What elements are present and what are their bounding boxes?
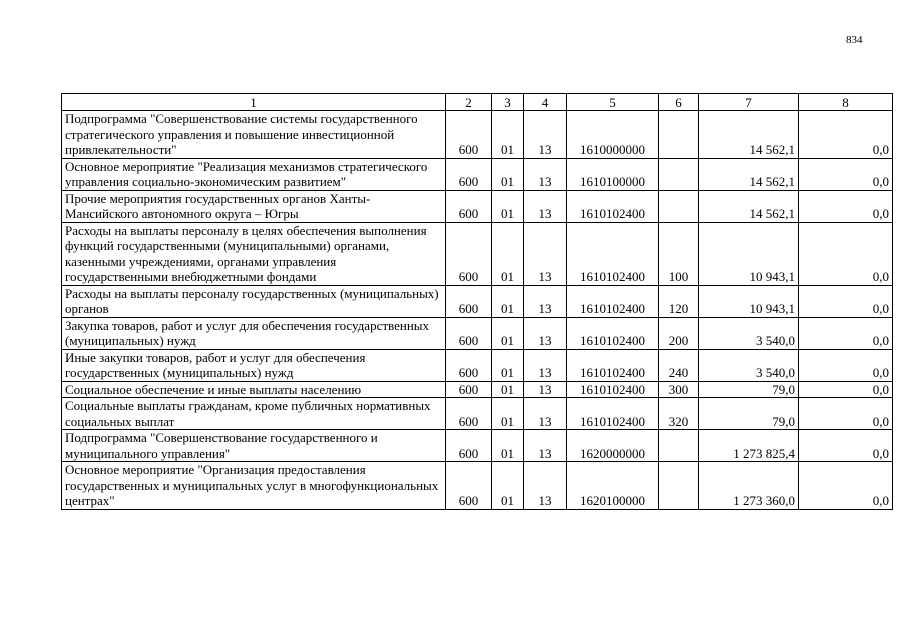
ministry-code-cell: 600	[446, 317, 492, 349]
ministry-code-cell: 600	[446, 398, 492, 430]
row-name-cell: Основное мероприятие "Организация предоставления государственных и муниципальных услуг в многофункциональных центрах"	[62, 462, 446, 510]
row-name-cell: Расходы на выплаты персоналу в целях обеспечения выполнения функций государственными (муниципальными) органами, казенными учреждениями, органами управления государственными внебюджетными фондами	[62, 222, 446, 285]
amount-cell: 3 540,0	[699, 317, 799, 349]
subsection-cell: 13	[524, 111, 567, 159]
ministry-code-cell: 600	[446, 462, 492, 510]
table-row	[62, 398, 893, 430]
section-cell: 01	[492, 462, 524, 510]
row-name-cell: Иные закупки товаров, работ и услуг для обеспечения государственных (муниципальных) нужд	[62, 349, 446, 381]
amount-2-cell: 0,0	[799, 222, 893, 285]
row-name-cell: Социальное обеспечение и иные выплаты населению	[62, 381, 446, 398]
amount-cell: 79,0	[699, 381, 799, 398]
amount-cell: 10 943,1	[699, 222, 799, 285]
target-code-cell: 1620000000	[567, 430, 659, 462]
expense-type-cell	[659, 158, 699, 190]
section-cell: 01	[492, 349, 524, 381]
amount-cell: 14 562,1	[699, 158, 799, 190]
table-row	[62, 158, 893, 190]
expense-type-cell: 240	[659, 349, 699, 381]
expense-type-cell: 320	[659, 398, 699, 430]
expense-type-cell	[659, 462, 699, 510]
header-col-6: 6	[659, 94, 699, 111]
row-name-cell: Подпрограмма "Совершенствование системы государственного стратегического управления и повышение инвестиционной привлекательности"	[62, 111, 446, 159]
table-row	[62, 381, 893, 398]
header-col-8: 8	[799, 94, 893, 111]
section-cell: 01	[492, 158, 524, 190]
subsection-cell: 13	[524, 190, 567, 222]
header-col-3: 3	[492, 94, 524, 111]
amount-2-cell: 0,0	[799, 111, 893, 159]
section-cell: 01	[492, 285, 524, 317]
amount-2-cell: 0,0	[799, 190, 893, 222]
budget-table	[61, 93, 893, 510]
table-row	[62, 462, 893, 510]
row-name-cell: Расходы на выплаты персоналу государственных (муниципальных) органов	[62, 285, 446, 317]
ministry-code-cell: 600	[446, 111, 492, 159]
amount-cell: 79,0	[699, 398, 799, 430]
target-code-cell: 1610100000	[567, 158, 659, 190]
row-name-cell: Закупка товаров, работ и услуг для обеспечения государственных (муниципальных) нужд	[62, 317, 446, 349]
subsection-cell: 13	[524, 398, 567, 430]
table-row	[62, 190, 893, 222]
header-col-7: 7	[699, 94, 799, 111]
section-cell: 01	[492, 398, 524, 430]
expense-type-cell	[659, 111, 699, 159]
table-row	[62, 317, 893, 349]
header-col-2: 2	[446, 94, 492, 111]
subsection-cell: 13	[524, 222, 567, 285]
row-name-cell: Социальные выплаты гражданам, кроме публичных нормативных социальных выплат	[62, 398, 446, 430]
target-code-cell: 1610102400	[567, 381, 659, 398]
target-code-cell: 1610102400	[567, 317, 659, 349]
target-code-cell: 1610102400	[567, 349, 659, 381]
amount-cell: 14 562,1	[699, 111, 799, 159]
subsection-cell: 13	[524, 317, 567, 349]
ministry-code-cell: 600	[446, 430, 492, 462]
target-code-cell: 1610102400	[567, 190, 659, 222]
amount-2-cell: 0,0	[799, 158, 893, 190]
amount-2-cell: 0,0	[799, 430, 893, 462]
amount-cell: 10 943,1	[699, 285, 799, 317]
amount-cell: 14 562,1	[699, 190, 799, 222]
table-row	[62, 349, 893, 381]
subsection-cell: 13	[524, 349, 567, 381]
page-number: 834	[846, 34, 863, 46]
subsection-cell: 13	[524, 462, 567, 510]
expense-type-cell: 120	[659, 285, 699, 317]
header-col-5: 5	[567, 94, 659, 111]
amount-2-cell: 0,0	[799, 398, 893, 430]
target-code-cell: 1610102400	[567, 222, 659, 285]
subsection-cell: 13	[524, 285, 567, 317]
table-row	[62, 430, 893, 462]
section-cell: 01	[492, 317, 524, 349]
amount-cell: 1 273 825,4	[699, 430, 799, 462]
header-col-1: 1	[62, 94, 446, 111]
ministry-code-cell: 600	[446, 349, 492, 381]
row-name-cell: Подпрограмма "Совершенствование государственного и муниципального управления"	[62, 430, 446, 462]
subsection-cell: 13	[524, 158, 567, 190]
expense-type-cell: 200	[659, 317, 699, 349]
ministry-code-cell: 600	[446, 285, 492, 317]
ministry-code-cell: 600	[446, 222, 492, 285]
section-cell: 01	[492, 190, 524, 222]
section-cell: 01	[492, 222, 524, 285]
table-row	[62, 222, 893, 285]
row-name-cell: Основное мероприятие "Реализация механизмов стратегического управления социально-экономическим развитием"	[62, 158, 446, 190]
expense-type-cell: 100	[659, 222, 699, 285]
section-cell: 01	[492, 430, 524, 462]
table-row	[62, 111, 893, 159]
expense-type-cell: 300	[659, 381, 699, 398]
ministry-code-cell: 600	[446, 381, 492, 398]
target-code-cell: 1610000000	[567, 111, 659, 159]
expense-type-cell	[659, 190, 699, 222]
expense-type-cell	[659, 430, 699, 462]
amount-cell: 3 540,0	[699, 349, 799, 381]
table-body	[62, 111, 893, 510]
amount-2-cell: 0,0	[799, 317, 893, 349]
header-col-4: 4	[524, 94, 567, 111]
ministry-code-cell: 600	[446, 190, 492, 222]
amount-2-cell: 0,0	[799, 381, 893, 398]
section-cell: 01	[492, 111, 524, 159]
row-name-cell: Прочие мероприятия государственных органов Ханты-Мансийского автономного округа – Югры	[62, 190, 446, 222]
target-code-cell: 1620100000	[567, 462, 659, 510]
section-cell: 01	[492, 381, 524, 398]
subsection-cell: 13	[524, 381, 567, 398]
amount-2-cell: 0,0	[799, 462, 893, 510]
amount-cell: 1 273 360,0	[699, 462, 799, 510]
amount-2-cell: 0,0	[799, 285, 893, 317]
target-code-cell: 1610102400	[567, 398, 659, 430]
amount-2-cell: 0,0	[799, 349, 893, 381]
table-row	[62, 285, 893, 317]
subsection-cell: 13	[524, 430, 567, 462]
target-code-cell: 1610102400	[567, 285, 659, 317]
ministry-code-cell: 600	[446, 158, 492, 190]
table-header	[62, 94, 893, 111]
